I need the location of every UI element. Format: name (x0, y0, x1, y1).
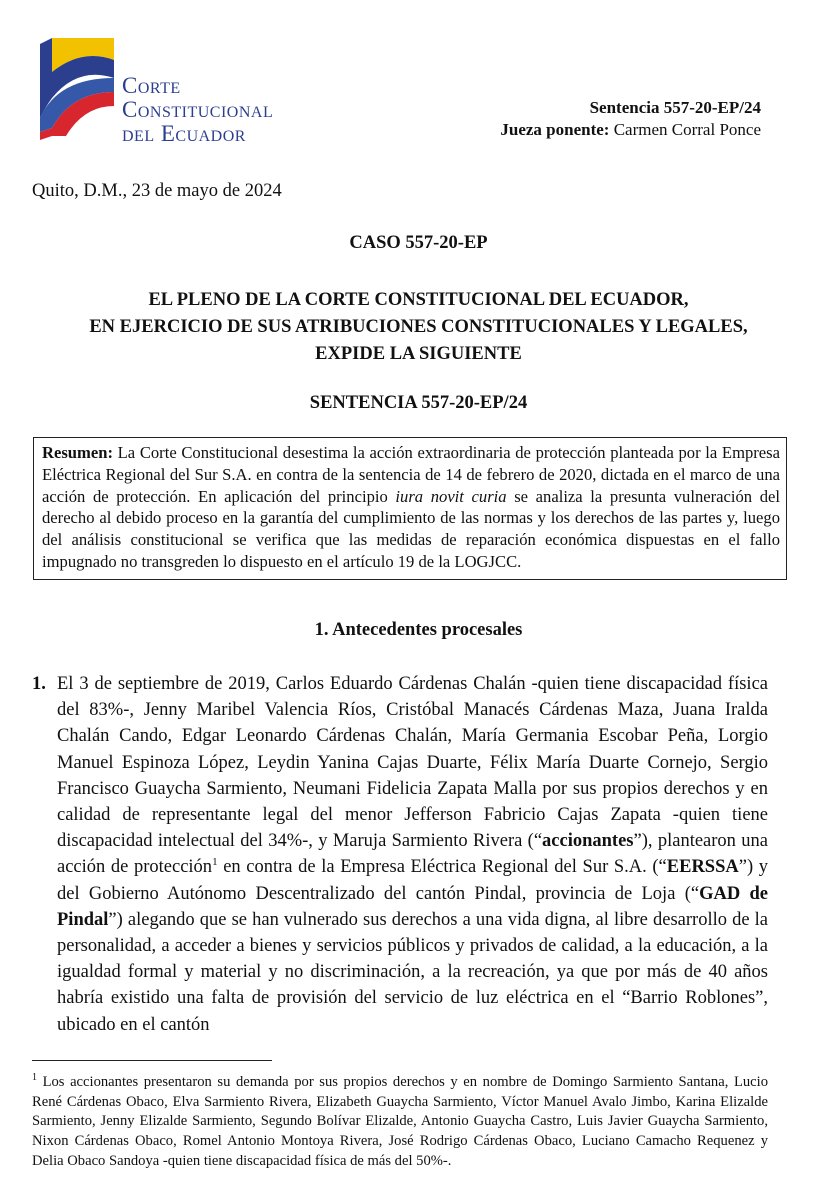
jueza-label: Jueza ponente: (500, 120, 610, 139)
sentencia-reference: Sentencia 557-20-EP/24 (589, 98, 761, 117)
logo-line-2: Constitucional (122, 97, 274, 122)
jueza-name: Carmen Corral Ponce (613, 120, 761, 139)
pleno-line-3: EXPIDE LA SIGUIENTE (315, 344, 522, 364)
summary-text-b: se analiza la presunta vulneración del derecho al debido proceso en la garantía del cumplimiento de las normas y los derechos de las partes y, luego del análisis constitucional se verifica que las medidas de reparación económica dispuestas en el fallo impugnado no transgreden lo dispuesto en el artículo 19 de la LOGJCC. (42, 486, 781, 571)
summary-label: Resumen: (42, 443, 113, 462)
term-eerssa: EERSSA (666, 857, 739, 878)
paragraph-text: ”), plantearon una acción de protección (57, 831, 768, 878)
summary-latin-phrase: iura novit curia (395, 486, 507, 506)
section-heading: 1. Antecedentes procesales (314, 620, 523, 640)
footnote-mark: 1 (32, 1072, 37, 1083)
court-logo (38, 32, 318, 144)
footnote-1 (32, 1068, 768, 1172)
court-emblem-icon (38, 32, 122, 144)
place-date: Quito, D.M., 23 de mayo de 2024 (32, 181, 282, 201)
case-number: CASO 557-20-EP (349, 233, 488, 253)
term-gad-pindal: GAD de Pindal (57, 883, 768, 930)
term-accionantes: accionantes (542, 831, 634, 852)
jueza-ponente (500, 119, 761, 141)
footnote-divider (32, 1060, 272, 1061)
paragraph-body (57, 671, 768, 1038)
pleno-line-1: EL PLENO DE LA CORTE CONSTITUCIONAL DEL ECUADOR, (148, 290, 689, 310)
paragraph-1 (32, 671, 768, 1038)
logo-line-1: Corte (122, 73, 181, 98)
paragraph-number: 1. (32, 674, 46, 694)
pleno-heading (0, 287, 837, 368)
summary-box (33, 437, 787, 580)
paragraph-text: ”) y del Gobierno Autónomo Descentralizado del cantón Pindal, provincia de Loja (“ (57, 857, 768, 904)
footnote-reference[interactable]: 1 (212, 856, 218, 869)
sentencia-title: SENTENCIA 557-20-EP/24 (309, 393, 528, 413)
paragraph-text: ”) alegando que se han vulnerado sus derechos a una vida digna, al libre desarrollo de la personalidad, a acceder a bienes y servicios públicos y privados de calidad, a la educación, a la igualdad formal y material y no discriminación, a la recreación, ya que por más de 40 años habría existido una falta de provisión del servicio de luz eléctrica en el “Barrio Roblones”, ubicado en el cantón (57, 909, 768, 1035)
court-name (122, 74, 273, 146)
paragraph-text: El 3 de septiembre de 2019, Carlos Eduardo Cárdenas Chalán -quien tiene discapacidad física del 83%-, Jenny Maribel Valencia Ríos, Cristóbal Manacés Cárdenas Maza, Juana Iralda Chalán Cando, Edgar Leonardo Cárdenas Chalán, María Germania Escobar Peña, Lorgio Manuel Espinoza López, Leydin Yanina Cajas Duarte, Félix María Duarte Cornejo, Sergio Francisco Guaycha Sarmiento, Neumani Fidelicia Zapata Malla por sus propios derechos y en calidad de representante legal del menor Jefferson Fabricio Cajas Zapata -quien tiene discapacidad intelectual del 34%-, y Maruja Sarmiento Rivera (“ (57, 674, 768, 852)
footnote-text: Los accionantes presentaron su demanda por sus propios derechos y en nombre de Domingo Sarmiento Santana, Lucio René Cárdenas Obaco, Elva Sarmiento Rivera, Elizabeth Guaycha Sarmiento, Víctor Manuel Avalo Jimbo, Karina Elizalde Sarmiento, Jenny Elizalde Sarmiento, Segundo Bolívar Elizalde, Antonio Guaycha Castro, Luis Javier Guaycha Sarmiento, Nixon Cárdenas Obaco, Romel Antonio Montoya Rivera, José Rodrigo Cárdenas Obaco, Luciano Camacho Requenez y Delia Obaco Sandoya -quien tiene discapacidad física de más del 50%-. (32, 1073, 768, 1170)
logo-line-3: del Ecuador (122, 121, 246, 146)
summary-text-a: La Corte Constitucional desestima la acción extraordinaria de protección planteada por la Empresa Eléctrica Regional del Sur S.A. en contra de la sentencia de 14 de febrero de 2020, dictada en el marco de una acción de protección. En aplicación del principio (42, 443, 780, 506)
pleno-line-2: EN EJERCICIO DE SUS ATRIBUCIONES CONSTITUCIONALES Y LEGALES, (89, 317, 748, 337)
document-header (500, 97, 761, 141)
paragraph-text: en contra de la Empresa Eléctrica Regional del Sur S.A. (“ (217, 857, 667, 878)
